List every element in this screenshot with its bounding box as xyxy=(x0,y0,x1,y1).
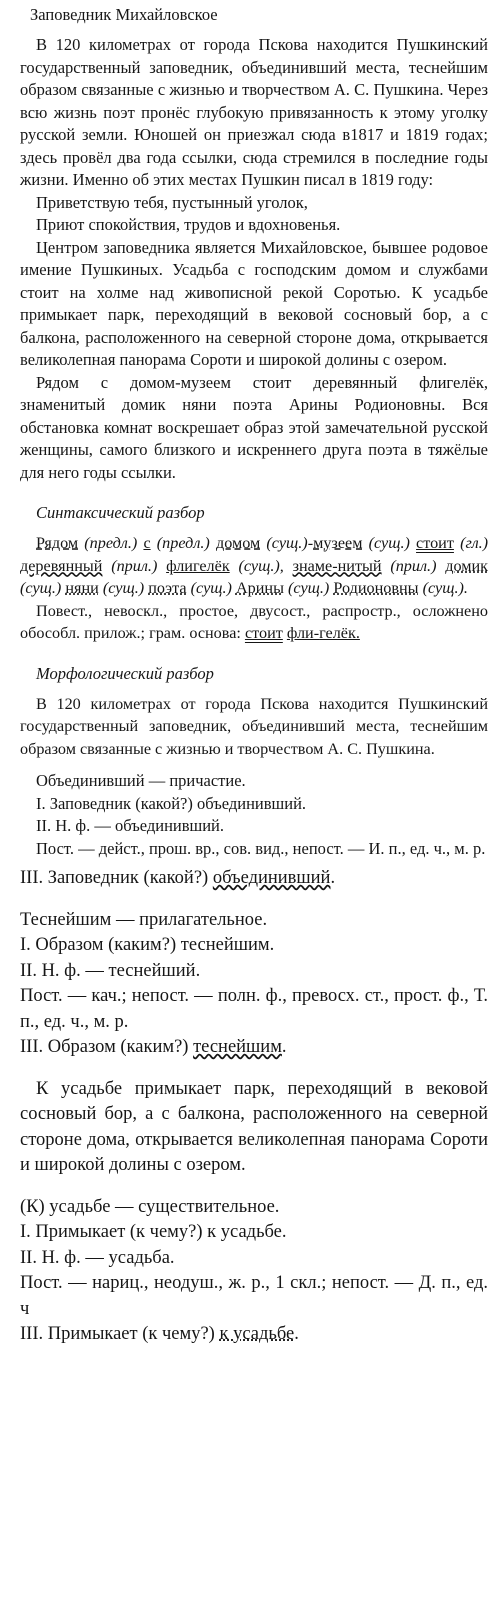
verse-line-1: Приветствую тебя, пустынный уголок, xyxy=(36,192,308,212)
morph-text: . xyxy=(281,1037,287,1057)
grammar-basis-predicate: стоит xyxy=(244,624,283,642)
syntax-pos: (сущ.) xyxy=(20,579,62,597)
morph-sentence-2: К усадьбе примыкает парк, переходящий в вековой сосновый бор, а с балкона, расположенного на северной стороне дома, открывается великолепная панорама Сороти и широкой долины с озером. xyxy=(20,1078,488,1175)
syntax-dash: - xyxy=(307,534,314,552)
syntax-pos: (сущ.) xyxy=(368,534,410,552)
morph-line: Теснейшим — прилагательное. xyxy=(20,909,268,930)
morph-underlined-word: объединивший xyxy=(212,868,331,888)
syntax-word: стоит xyxy=(416,534,454,552)
grammar-basis-subject: гелёк. xyxy=(319,624,360,642)
morph-section-title: Морфологический разбор xyxy=(36,663,214,683)
morph-line: II. Н. ф. — теснейший. xyxy=(20,960,201,981)
syntax-word: знаме- xyxy=(292,556,338,575)
syntax-pos: (сущ.) xyxy=(102,579,145,597)
morph-sentence-1: В 120 километрах от города Пскова находится Пушкинский государственный заповедник, объединивший места, теснейшим образом связанные с жизнью и творчеством А. С. Пушкина. xyxy=(20,694,488,758)
syntax-word: музеем xyxy=(313,534,363,552)
morph-line: II. Н. ф. — объединивший. xyxy=(36,816,225,835)
morph-line: Пост. — кач.; непост. — полн. ф., превосх. ст., прост. ф., Т. п., ед. ч., м. р. xyxy=(20,986,488,1032)
syntax-description xyxy=(20,600,488,645)
morph-line: II. Н. ф. — усадьба. xyxy=(20,1247,175,1268)
verse-line-2: Приют спокойствия, трудов и вдохновенья. xyxy=(36,215,341,234)
syntax-pos: (предл.) xyxy=(156,534,210,552)
syntax-section-title: Синтаксический разбор xyxy=(36,503,205,522)
syntax-desc-text: Повест., невоскл., простое, двусост., распростр., осложнено обособл. прилож.; грам. основа: xyxy=(20,601,488,642)
text-paragraph-2: Центром заповедника является Михайловское, бывшее родовое имение Пушкиных. Усадьба с господским домом и службами стоит на холме над живописной рекой Соротью. К усадьбе примыкает парк, переходящий в вековой сосновый бор, а с балкона, расположенного на северной стороне дома, открывается великолепная панорама Сороти и широкой долины с озером. xyxy=(20,237,488,369)
morph-text: . xyxy=(330,868,336,888)
syntax-word: флигелёк xyxy=(166,556,230,575)
syntax-word: поэта xyxy=(148,579,187,597)
morph-line xyxy=(20,1322,488,1348)
morph-line: Пост. — нариц., неодуш., ж. р., 1 скл.; непост. — Д. п., ед. ч xyxy=(20,1273,488,1319)
syntax-word: Арины xyxy=(235,579,284,597)
text-paragraph-3: Рядом с домом-музеем стоит деревянный флигелёк, знаменитый домик няни поэта Арины Родионовны. Вся обстановка комнат воскрешает образ этой замечательной русской женщины, самого близкого и искреннего друга поэта в тяжёлые для него годы ссылки. xyxy=(20,372,488,482)
syntax-pos: (прил.) xyxy=(390,556,437,575)
syntax-word: с xyxy=(143,534,151,552)
morph-text: III. Примыкает (к чему?) xyxy=(20,1324,215,1344)
morph-line: Объединивший — причастие. xyxy=(36,771,246,790)
syntax-word: Рядом xyxy=(36,534,79,552)
morph-line: I. Образом (каким?) теснейшим. xyxy=(20,935,275,955)
syntax-word: няни xyxy=(65,579,99,597)
syntax-word: домик xyxy=(445,556,489,575)
syntax-pos: (сущ.). xyxy=(422,579,468,597)
morph-text: III. Образом (каким?) xyxy=(20,1037,189,1057)
syntax-parsed-sentence xyxy=(20,532,488,600)
morph-line: Пост. — дейст., прош. вр., сов. вид., непост. — И. п., ед. ч., м. р. xyxy=(36,838,486,858)
syntax-word: Родионовны xyxy=(333,579,419,597)
morph-text: . xyxy=(294,1324,299,1344)
morph-line xyxy=(20,1035,488,1061)
morph-line: I. Примыкает (к чему?) к усадьбе. xyxy=(20,1222,287,1242)
syntax-pos: (предл.) xyxy=(84,534,138,552)
morph-underlined-word: теснейшим xyxy=(193,1037,282,1057)
morph-underlined-word: к усадьбе xyxy=(219,1324,295,1344)
page-title: Заповедник Михайловское xyxy=(30,5,218,24)
syntax-pos: (сущ.) xyxy=(288,579,330,597)
morph-text: III. Заповедник (какой?) xyxy=(20,868,209,888)
syntax-pos: (прил.) xyxy=(111,556,158,575)
syntax-pos: (сущ.), xyxy=(238,556,284,575)
text-paragraph-1: В 120 километрах от города Пскова находится Пушкинский государственный заповедник, объединивший места, теснейшим образом связанные с жизнью и творчеством А. С. Пушкина. Через всю жизнь поэт пронёс глубокую привязанность к этому уголку русской земли. Юношей он приезжал сюда в1817 и 1819 годах; здесь провёл два года ссылки, сюда стремился в последние годы жизни. Именно об этих местах Пушкин писал в 1819 году: xyxy=(20,35,488,189)
syntax-pos: (гл.) xyxy=(460,534,489,552)
syntax-pos: (сущ.) xyxy=(190,579,232,597)
morph-line: I. Заповедник (какой?) объединивший. xyxy=(36,793,307,813)
morph-line: (К) усадьбе — существительное. xyxy=(20,1196,280,1217)
syntax-word: домом xyxy=(215,534,261,552)
syntax-word: деревянный xyxy=(20,556,103,575)
syntax-word: нитый xyxy=(337,556,382,575)
syntax-pos: (сущ.) xyxy=(266,534,308,552)
grammar-basis-subject: фли- xyxy=(286,624,320,642)
morph-line xyxy=(20,866,488,892)
